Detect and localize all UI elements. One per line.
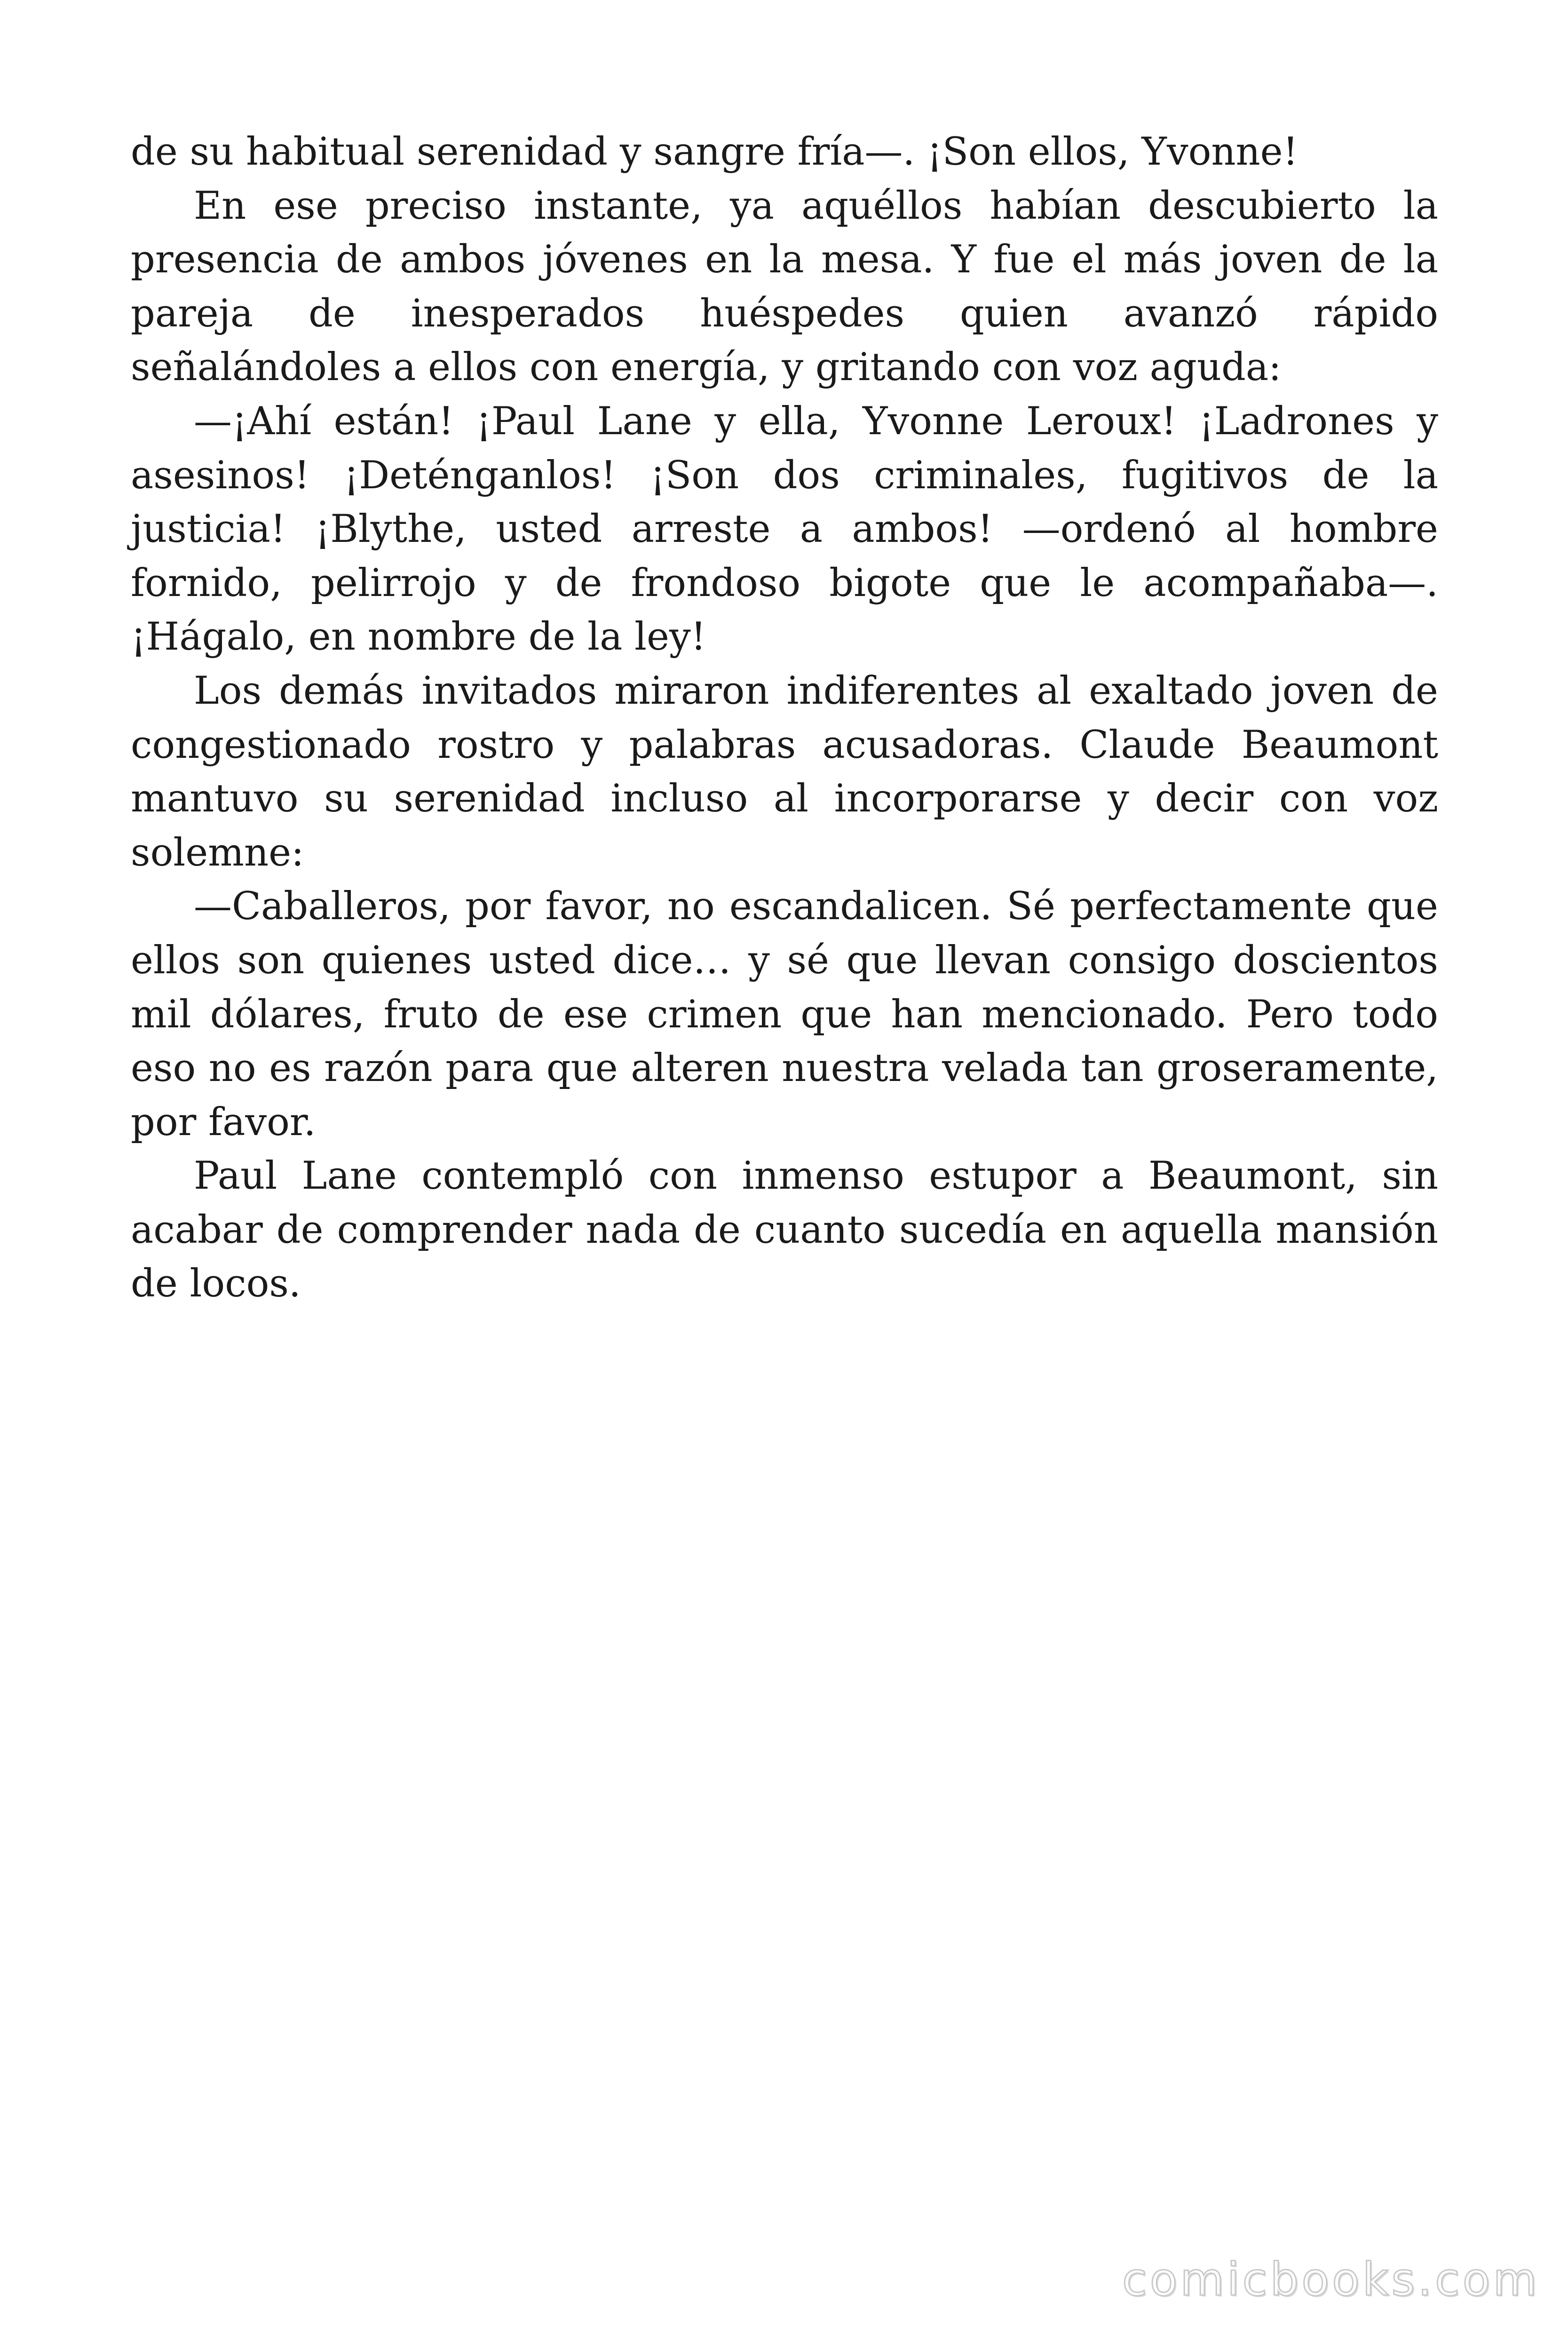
paragraph: Paul Lane contempló con inmenso estupor a Beaumont, sin acabar de comprender nada de cuanto sucedía en aquella mansión de locos.	[131, 1154, 1438, 1306]
paragraph: —¡Ahí están! ¡Paul Lane y ella, Yvonne Leroux! ¡Ladrones y asesinos! ¡Deténganlos! ¡Son dos criminales, fugitivos de la justicia! ¡Blythe, usted arreste a ambos! —ordenó al hombre fornido, pelirrojo y de frondoso bigote que le acompañaba—. ¡Hágalo, en nombre de la ley!	[131, 399, 1438, 660]
watermark-logo: comicbooks.com	[1122, 2253, 1540, 2306]
paragraph: En ese preciso instante, ya aquéllos habían descubierto la presencia de ambos jóvenes en la mesa. Y fue el más joven de la pareja de inesperados huéspedes quien avanzó rápido señalándoles a ellos con energía, y gritando con voz aguda:	[131, 183, 1438, 390]
paragraph: —Caballeros, por favor, no escandalicen. Sé perfectamente que ellos son quienes usted dice… y sé que llevan consigo doscientos mil dólares, fruto de ese crimen que han mencionado. Pero todo eso no es razón para que alteren nuestra velada tan groseramente, por favor.	[131, 884, 1438, 1144]
paragraph: de su habitual serenidad y sangre fría—. ¡Son ellos, Yvonne!	[131, 130, 1299, 174]
body-text	[131, 125, 1438, 1311]
paragraph: Los demás invitados miraron indiferentes al exaltado joven de congestionado rostro y palabras acusadoras. Claude Beaumont mantuvo su serenidad incluso al incorporarse y decir con voz solemne:	[131, 668, 1438, 875]
